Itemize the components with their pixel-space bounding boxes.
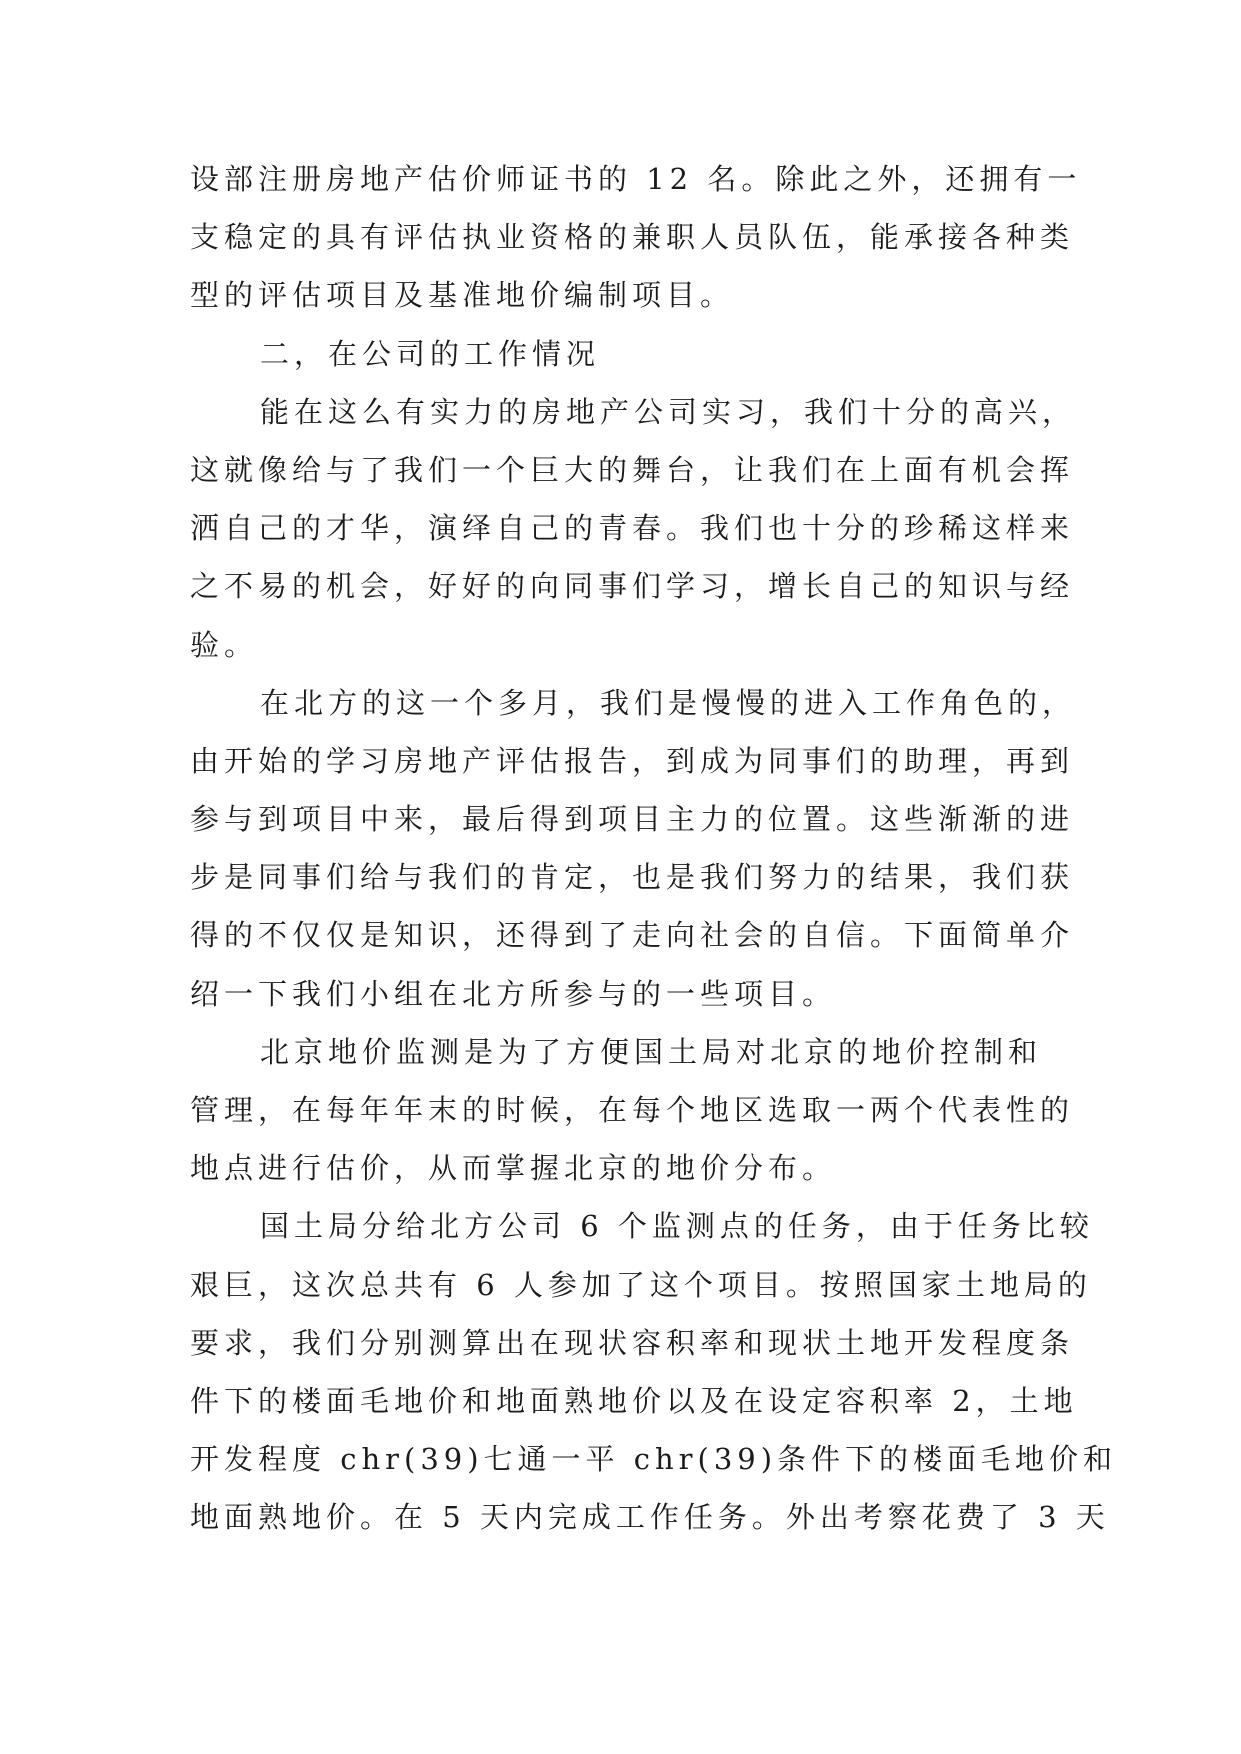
text-line: 在北方的这一个多月，我们是慢慢的进入工作角色的， xyxy=(260,685,1077,720)
text-line: 参与到项目中来，最后得到项目主力的位置。这些渐渐的进 xyxy=(190,802,1075,837)
heading-line: 二，在公司的工作情况 xyxy=(260,336,601,371)
paragraph xyxy=(190,674,1077,1023)
text-line: 国土局分给北方公司 6 个监测点的任务，由于任务比较 xyxy=(260,1209,1094,1244)
text-line: 设部注册房地产估价师证书的 12 名。除此之外，还拥有一 xyxy=(190,162,1082,196)
text-line: 管理，在每年年末的时候，在每个地区选取一两个代表性的 xyxy=(190,1093,1075,1127)
text-line: 件下的楼面毛地价和地面熟地价以及在设定容积率 2，土地 xyxy=(190,1383,1078,1418)
text-line: 地面熟地价。在 5 天内完成工作任务。外出考察花费了 3 天 xyxy=(190,1500,1110,1535)
text-line: 绍一下我们小组在北方所参与的一些项目。 xyxy=(190,976,837,1011)
section-heading xyxy=(190,325,1070,383)
text-line: 步是同事们给与我们的肯定，也是我们努力的结果，我们获 xyxy=(190,860,1075,895)
text-line: 这就像给与了我们一个巨大的舞台，让我们在上面有机会挥 xyxy=(190,452,1075,487)
text-line: 要求，我们分别测算出在现状容积率和现状土地开发程度条 xyxy=(190,1325,1075,1360)
text-line: 北京地价监测是为了方便国土局对北京的地价控制和 xyxy=(260,1034,1043,1069)
text-line: 艰巨，这次总共有 6 人参加了这个项目。按照国家土地局的 xyxy=(190,1267,1092,1302)
text-line: 地点进行估价，从而掌握北京的地价分布。 xyxy=(190,1151,837,1186)
text-line: 之不易的机会，好好的向同事们学习，增长自己的知识与经 xyxy=(190,569,1075,604)
text-line: 支稳定的具有评估执业资格的兼职人员队伍，能承接各种类 xyxy=(190,220,1075,255)
paragraph xyxy=(190,150,1082,325)
text-line: 验。 xyxy=(190,627,259,662)
text-line: 洒自己的才华，演绎自己的青春。我们也十分的珍稀这样来 xyxy=(190,511,1075,546)
text-line: 得的不仅仅是知识，还得到了走向社会的自信。下面简单介 xyxy=(190,918,1075,953)
text-line: 由开始的学习房地产评估报告，到成为同事们的助理，再到 xyxy=(190,743,1075,778)
paragraph xyxy=(190,1197,1118,1546)
text-line: 开发程度 chr(39)七通一平 chr(39)条件下的楼面毛地价和 xyxy=(190,1442,1118,1477)
paragraph xyxy=(190,383,1077,674)
text-line: 能在这么有实力的房地产公司实习，我们十分的高兴， xyxy=(260,394,1077,429)
text-line: 型的评估项目及基准地价编制项目。 xyxy=(190,278,735,313)
document-body xyxy=(190,150,1118,1547)
paragraph xyxy=(190,1023,1075,1198)
